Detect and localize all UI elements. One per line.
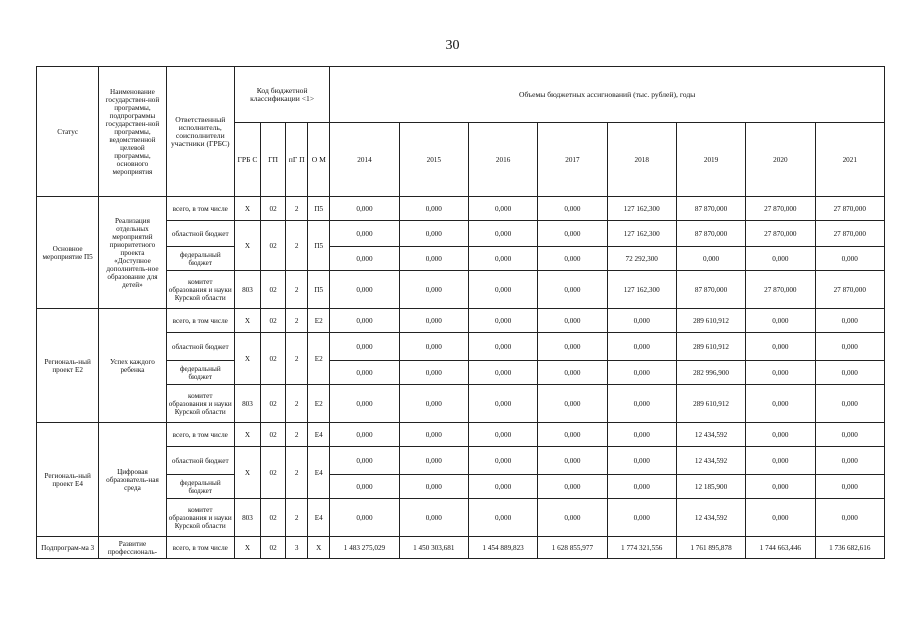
header-status: Статус bbox=[37, 67, 99, 197]
header-budget-code: Код бюджетной классификации <1> bbox=[234, 67, 329, 123]
code-om: Е2 bbox=[308, 333, 330, 385]
header-year: 2015 bbox=[399, 123, 468, 197]
row-responsible: комитет образования и науки Курской области bbox=[166, 385, 234, 423]
value-cell: 127 162,300 bbox=[607, 271, 676, 309]
table-row bbox=[37, 309, 885, 333]
value-cell: 0,000 bbox=[746, 247, 815, 271]
row-responsible: комитет образования и науки Курской области bbox=[166, 271, 234, 309]
value-cell: 0,000 bbox=[538, 247, 607, 271]
code-gp: 02 bbox=[261, 221, 286, 271]
value-cell: 0,000 bbox=[468, 423, 537, 447]
code-grbs: Х bbox=[234, 537, 260, 559]
header-responsible: Ответственный исполнитель, соисполнители участники (ГРБС) bbox=[166, 67, 234, 197]
code-pgp: 2 bbox=[286, 271, 308, 309]
value-cell: 0,000 bbox=[399, 197, 468, 221]
value-cell: 87 870,000 bbox=[676, 271, 745, 309]
header-year: 2020 bbox=[746, 123, 815, 197]
row-responsible: федеральный бюджет bbox=[166, 475, 234, 499]
row-status: Региональ-ный проект Е2 bbox=[37, 309, 99, 423]
table-row bbox=[37, 197, 885, 221]
value-cell: 0,000 bbox=[538, 197, 607, 221]
budget-table bbox=[36, 66, 885, 559]
code-om: Е2 bbox=[308, 309, 330, 333]
value-cell: 0,000 bbox=[676, 247, 745, 271]
code-pgp: 2 bbox=[286, 423, 308, 447]
value-cell: 12 434,592 bbox=[676, 423, 745, 447]
value-cell: 1 736 682,616 bbox=[815, 537, 885, 559]
row-responsible: всего, в том числе bbox=[166, 537, 234, 559]
value-cell: 0,000 bbox=[815, 499, 885, 537]
value-cell: 127 162,300 bbox=[607, 221, 676, 247]
value-cell: 0,000 bbox=[538, 499, 607, 537]
value-cell: 0,000 bbox=[815, 475, 885, 499]
code-om: П5 bbox=[308, 221, 330, 271]
value-cell: 0,000 bbox=[399, 423, 468, 447]
value-cell: 0,000 bbox=[399, 447, 468, 475]
value-cell: 0,000 bbox=[746, 361, 815, 385]
code-gp: 02 bbox=[261, 499, 286, 537]
code-om: П5 bbox=[308, 271, 330, 309]
code-gp: 02 bbox=[261, 333, 286, 385]
row-responsible: всего, в том числе bbox=[166, 309, 234, 333]
row-status: Основное мероприятие П5 bbox=[37, 197, 99, 309]
value-cell: 0,000 bbox=[538, 309, 607, 333]
value-cell: 0,000 bbox=[330, 333, 399, 361]
value-cell: 0,000 bbox=[468, 361, 537, 385]
value-cell: 0,000 bbox=[330, 197, 399, 221]
table-row bbox=[37, 423, 885, 447]
code-pgp: 2 bbox=[286, 447, 308, 499]
code-grbs: Х bbox=[234, 197, 260, 221]
code-grbs: Х bbox=[234, 221, 260, 271]
value-cell: 0,000 bbox=[468, 271, 537, 309]
value-cell: 27 870,000 bbox=[746, 197, 815, 221]
row-program-name: Успех каждого ребенка bbox=[99, 309, 166, 423]
row-program-name: Реализация отдельных мероприятий приоритетного проекта «Доступное дополнитель-ное образование для детей» bbox=[99, 197, 166, 309]
value-cell: 0,000 bbox=[330, 247, 399, 271]
value-cell: 0,000 bbox=[468, 309, 537, 333]
value-cell: 1 761 895,878 bbox=[676, 537, 745, 559]
value-cell: 0,000 bbox=[330, 385, 399, 423]
code-grbs: 803 bbox=[234, 499, 260, 537]
code-gp: 02 bbox=[261, 537, 286, 559]
value-cell: 0,000 bbox=[538, 423, 607, 447]
code-grbs: 803 bbox=[234, 385, 260, 423]
code-gp: 02 bbox=[261, 423, 286, 447]
value-cell: 0,000 bbox=[607, 309, 676, 333]
value-cell: 0,000 bbox=[607, 385, 676, 423]
value-cell: 0,000 bbox=[746, 499, 815, 537]
row-program-name: Развитие профессиональ- bbox=[99, 537, 166, 559]
value-cell: 0,000 bbox=[538, 447, 607, 475]
code-gp: 02 bbox=[261, 385, 286, 423]
value-cell: 0,000 bbox=[538, 221, 607, 247]
value-cell: 27 870,000 bbox=[746, 221, 815, 247]
value-cell: 0,000 bbox=[746, 475, 815, 499]
value-cell: 0,000 bbox=[399, 475, 468, 499]
value-cell: 0,000 bbox=[815, 309, 885, 333]
header-year: 2017 bbox=[538, 123, 607, 197]
value-cell: 0,000 bbox=[815, 447, 885, 475]
value-cell: 0,000 bbox=[607, 447, 676, 475]
code-grbs: Х bbox=[234, 423, 260, 447]
row-program-name: Цифровая образователь-ная среда bbox=[99, 423, 166, 537]
value-cell: 0,000 bbox=[607, 361, 676, 385]
value-cell: 0,000 bbox=[468, 333, 537, 361]
value-cell: 0,000 bbox=[399, 361, 468, 385]
value-cell: 12 434,592 bbox=[676, 447, 745, 475]
value-cell: 0,000 bbox=[468, 247, 537, 271]
value-cell: 0,000 bbox=[538, 361, 607, 385]
value-cell: 0,000 bbox=[399, 333, 468, 361]
value-cell: 27 870,000 bbox=[746, 271, 815, 309]
code-pgp: 2 bbox=[286, 309, 308, 333]
code-grbs: Х bbox=[234, 447, 260, 499]
value-cell: 0,000 bbox=[330, 309, 399, 333]
code-pgp: 2 bbox=[286, 333, 308, 385]
value-cell: 0,000 bbox=[468, 197, 537, 221]
value-cell: 0,000 bbox=[746, 333, 815, 361]
value-cell: 12 434,592 bbox=[676, 499, 745, 537]
value-cell: 0,000 bbox=[399, 221, 468, 247]
row-responsible: всего, в том числе bbox=[166, 197, 234, 221]
value-cell: 87 870,000 bbox=[676, 197, 745, 221]
value-cell: 289 610,912 bbox=[676, 333, 745, 361]
code-om: Е2 bbox=[308, 385, 330, 423]
value-cell: 0,000 bbox=[815, 333, 885, 361]
value-cell: 1 628 855,977 bbox=[538, 537, 607, 559]
row-responsible: федеральный бюджет bbox=[166, 361, 234, 385]
value-cell: 12 185,900 bbox=[676, 475, 745, 499]
header-code-pgp: пГ П bbox=[286, 123, 308, 197]
code-gp: 02 bbox=[261, 271, 286, 309]
value-cell: 1 454 889,823 bbox=[468, 537, 537, 559]
code-grbs: 803 bbox=[234, 271, 260, 309]
value-cell: 0,000 bbox=[399, 271, 468, 309]
value-cell: 0,000 bbox=[330, 475, 399, 499]
value-cell: 27 870,000 bbox=[815, 221, 885, 247]
value-cell: 27 870,000 bbox=[815, 271, 885, 309]
code-pgp: 2 bbox=[286, 499, 308, 537]
row-responsible: областной бюджет bbox=[166, 221, 234, 247]
code-pgp: 2 bbox=[286, 385, 308, 423]
value-cell: 1 450 303,681 bbox=[399, 537, 468, 559]
code-om: Х bbox=[308, 537, 330, 559]
code-pgp: 3 bbox=[286, 537, 308, 559]
value-cell: 87 870,000 bbox=[676, 221, 745, 247]
code-gp: 02 bbox=[261, 447, 286, 499]
value-cell: 0,000 bbox=[538, 385, 607, 423]
value-cell: 282 996,900 bbox=[676, 361, 745, 385]
value-cell: 0,000 bbox=[468, 385, 537, 423]
header-year: 2014 bbox=[330, 123, 399, 197]
value-cell: 1 483 275,029 bbox=[330, 537, 399, 559]
value-cell: 0,000 bbox=[399, 385, 468, 423]
code-gp: 02 bbox=[261, 309, 286, 333]
value-cell: 0,000 bbox=[330, 423, 399, 447]
value-cell: 0,000 bbox=[607, 475, 676, 499]
value-cell: 0,000 bbox=[468, 499, 537, 537]
value-cell: 0,000 bbox=[746, 385, 815, 423]
value-cell: 0,000 bbox=[468, 447, 537, 475]
row-responsible: федеральный бюджет bbox=[166, 247, 234, 271]
value-cell: 0,000 bbox=[815, 423, 885, 447]
header-code-gp: ГП bbox=[261, 123, 286, 197]
code-pgp: 2 bbox=[286, 197, 308, 221]
value-cell: 0,000 bbox=[330, 499, 399, 537]
value-cell: 0,000 bbox=[815, 247, 885, 271]
row-responsible: областной бюджет bbox=[166, 447, 234, 475]
value-cell: 127 162,300 bbox=[607, 197, 676, 221]
value-cell: 0,000 bbox=[399, 499, 468, 537]
value-cell: 0,000 bbox=[538, 475, 607, 499]
value-cell: 27 870,000 bbox=[815, 197, 885, 221]
value-cell: 0,000 bbox=[468, 475, 537, 499]
value-cell: 0,000 bbox=[330, 221, 399, 247]
value-cell: 0,000 bbox=[538, 333, 607, 361]
row-responsible: всего, в том числе bbox=[166, 423, 234, 447]
value-cell: 0,000 bbox=[538, 271, 607, 309]
value-cell: 0,000 bbox=[607, 333, 676, 361]
value-cell: 289 610,912 bbox=[676, 385, 745, 423]
value-cell: 0,000 bbox=[468, 221, 537, 247]
code-om: Е4 bbox=[308, 447, 330, 499]
table-row bbox=[37, 537, 885, 559]
row-status: Региональ-ный проект Е4 bbox=[37, 423, 99, 537]
value-cell: 0,000 bbox=[815, 385, 885, 423]
header-year: 2016 bbox=[468, 123, 537, 197]
row-responsible: областной бюджет bbox=[166, 333, 234, 361]
row-responsible: комитет образования и науки Курской области bbox=[166, 499, 234, 537]
code-pgp: 2 bbox=[286, 221, 308, 271]
value-cell: 0,000 bbox=[330, 361, 399, 385]
code-gp: 02 bbox=[261, 197, 286, 221]
value-cell: 0,000 bbox=[399, 247, 468, 271]
header-code-om: О М bbox=[308, 123, 330, 197]
header-year: 2019 bbox=[676, 123, 745, 197]
code-om: Е4 bbox=[308, 423, 330, 447]
value-cell: 0,000 bbox=[607, 499, 676, 537]
row-status: Подпрограм-ма 3 bbox=[37, 537, 99, 559]
value-cell: 0,000 bbox=[330, 271, 399, 309]
value-cell: 0,000 bbox=[399, 309, 468, 333]
value-cell: 1 774 321,556 bbox=[607, 537, 676, 559]
header-program-name: Наименование государствен-ной программы, подпрограммы государствен-ной программы, ведомственной целевой программы, основного мероприятия bbox=[99, 67, 166, 197]
header-allocations: Объемы бюджетных ассигнований (тыс. рублей), годы bbox=[330, 67, 885, 123]
value-cell: 289 610,912 bbox=[676, 309, 745, 333]
value-cell: 0,000 bbox=[330, 447, 399, 475]
header-year: 2021 bbox=[815, 123, 885, 197]
code-grbs: Х bbox=[234, 309, 260, 333]
value-cell: 72 292,300 bbox=[607, 247, 676, 271]
value-cell: 0,000 bbox=[746, 309, 815, 333]
value-cell: 0,000 bbox=[607, 423, 676, 447]
code-om: П5 bbox=[308, 197, 330, 221]
header-year: 2018 bbox=[607, 123, 676, 197]
header-code-grbs: ГРБ С bbox=[234, 123, 260, 197]
value-cell: 0,000 bbox=[746, 423, 815, 447]
code-om: Е4 bbox=[308, 499, 330, 537]
value-cell: 0,000 bbox=[746, 447, 815, 475]
value-cell: 1 744 663,446 bbox=[746, 537, 815, 559]
value-cell: 0,000 bbox=[815, 361, 885, 385]
code-grbs: Х bbox=[234, 333, 260, 385]
page-number: 30 bbox=[445, 38, 460, 53]
